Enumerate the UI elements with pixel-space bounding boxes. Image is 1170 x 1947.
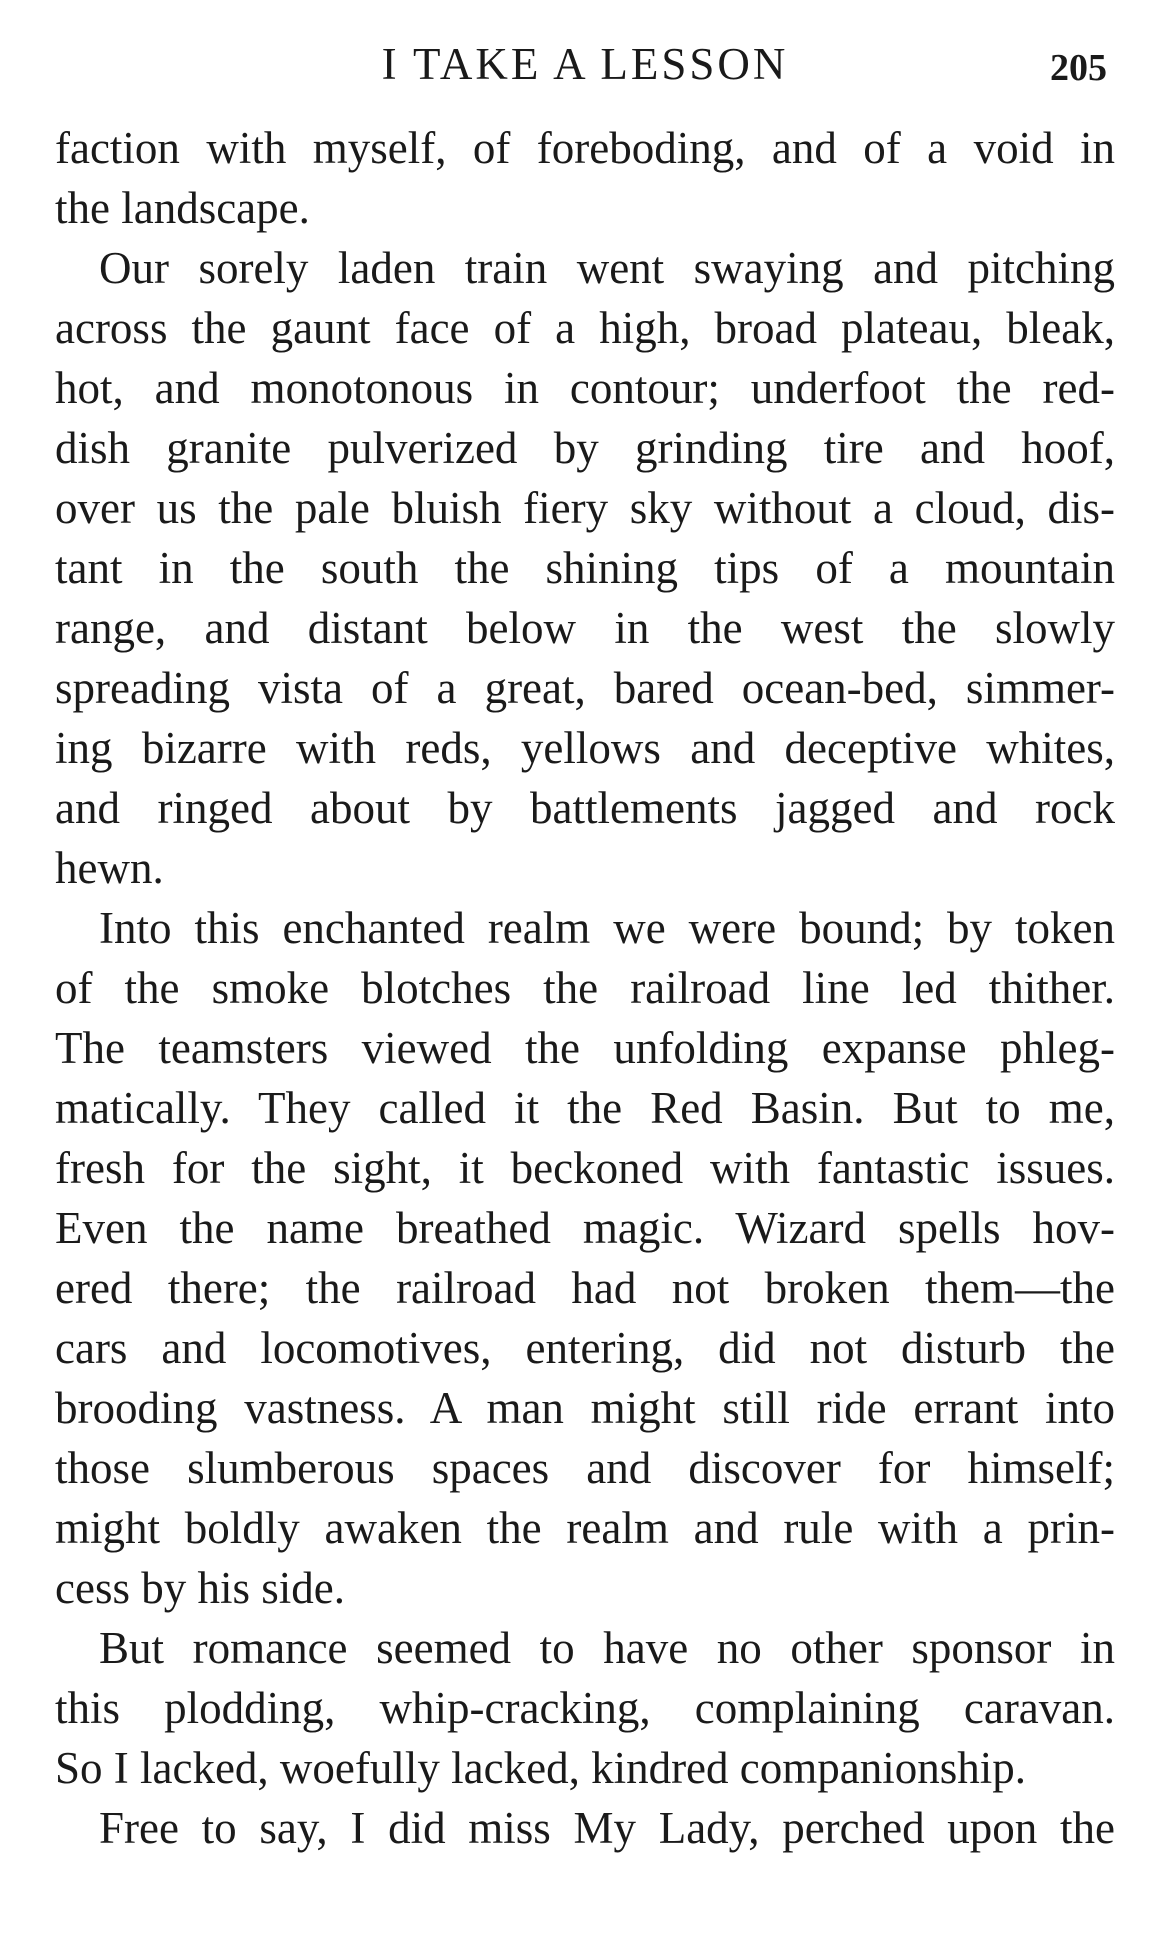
paragraph: [55, 238, 1115, 898]
text-line: matically. They called it the Red Basin. But to me,: [55, 1083, 1115, 1133]
text-line: this plodding, whip-cracking, complaining caravan.: [55, 1683, 1115, 1733]
chapter-title: I TAKE A LESSON: [381, 39, 789, 89]
paragraph: [55, 1618, 1115, 1798]
text-line: ing bizarre with reds, yellows and deceptive whites,: [55, 723, 1115, 773]
page-number: 205: [1050, 47, 1107, 89]
text-line: So I lacked, woefully lacked, kindred companionship.: [55, 1743, 1026, 1793]
text-line: spreading vista of a great, bared ocean-bed, simmer-: [55, 663, 1115, 713]
paragraph: [55, 118, 1115, 238]
text-line: hot, and monotonous in contour; underfoot the red-: [55, 363, 1115, 413]
text-line: But romance seemed to have no other sponsor in: [99, 1623, 1115, 1673]
text-line: cars and locomotives, entering, did not disturb the: [55, 1323, 1115, 1373]
text-line: tant in the south the shining tips of a mountain: [55, 543, 1115, 593]
text-line: over us the pale bluish fiery sky without a cloud, dis-: [55, 483, 1115, 533]
text-line: might boldly awaken the realm and rule with a prin-: [55, 1503, 1115, 1553]
text-line: range, and distant below in the west the slowly: [55, 603, 1115, 653]
text-line: cess by his side.: [55, 1563, 345, 1613]
text-line: brooding vastness. A man might still ride errant into: [55, 1383, 1115, 1433]
text-line: Our sorely laden train went swaying and pitching: [99, 243, 1115, 293]
text-line: ered there; the railroad had not broken them—the: [55, 1263, 1115, 1313]
text-line: those slumberous spaces and discover for himself;: [55, 1443, 1115, 1493]
text-line: Into this enchanted realm we were bound; by token: [99, 903, 1115, 953]
body-text: [55, 118, 1115, 1858]
text-line: and ringed about by battlements jagged and rock: [55, 783, 1115, 833]
text-line: across the gaunt face of a high, broad plateau, bleak,: [55, 303, 1115, 353]
text-line: fresh for the sight, it beckoned with fantastic issues.: [55, 1143, 1115, 1193]
text-line: of the smoke blotches the railroad line led thither.: [55, 963, 1115, 1013]
text-line: dish granite pulverized by grinding tire and hoof,: [55, 423, 1115, 473]
text-line: Even the name breathed magic. Wizard spells hov-: [55, 1203, 1115, 1253]
paragraph: [55, 898, 1115, 1618]
paragraph: [55, 1798, 1115, 1858]
text-line: Free to say, I did miss My Lady, perched upon the: [99, 1803, 1115, 1853]
text-line: The teamsters viewed the unfolding expanse phleg-: [55, 1023, 1115, 1073]
text-line: the landscape.: [55, 183, 310, 233]
text-line: faction with myself, of foreboding, and of a void in: [55, 123, 1115, 173]
text-line: hewn.: [55, 843, 164, 893]
running-head: [55, 34, 1115, 94]
